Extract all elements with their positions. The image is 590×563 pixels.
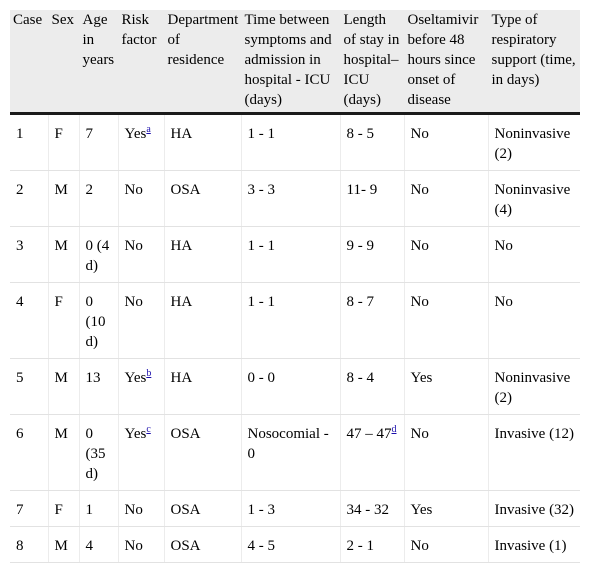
cell-text: 0 - 0 — [247, 370, 275, 386]
oseltamivir-cell — [404, 171, 488, 227]
cell-text: Noninvasive (2) — [494, 370, 571, 406]
cell-text: No — [124, 294, 143, 310]
cell-text: HA — [170, 238, 193, 254]
oseltamivir-cell — [404, 114, 488, 171]
cell-text: Yes — [124, 126, 147, 142]
department-cell — [164, 114, 241, 171]
cell-text: 8 — [16, 538, 24, 554]
case-cell — [10, 415, 48, 491]
department-cell — [164, 283, 241, 359]
table-row — [10, 415, 580, 491]
cell-text: 3 — [16, 238, 24, 254]
cell-text: OSA — [170, 538, 201, 554]
stay-cell — [340, 491, 404, 527]
risk-factor-cell — [118, 415, 164, 491]
time-cell — [241, 527, 340, 563]
cell-text: Noninvasive (2) — [494, 126, 571, 162]
age-cell — [79, 283, 118, 359]
cell-text: No — [410, 426, 429, 442]
cell-text: 34 - 32 — [346, 502, 389, 518]
cell-text: 5 — [16, 370, 24, 386]
cell-text: No — [494, 238, 513, 254]
oseltamivir-cell — [404, 359, 488, 415]
sex-cell — [48, 359, 79, 415]
case-cell — [10, 527, 48, 563]
age-cell — [79, 359, 118, 415]
cell-text: 6 — [16, 426, 24, 442]
cell-text: No — [410, 182, 429, 198]
department-cell — [164, 359, 241, 415]
cell-text: 8 - 5 — [346, 126, 374, 142]
sex-cell — [48, 171, 79, 227]
cell-text: M — [54, 538, 68, 554]
cell-text: M — [54, 370, 68, 386]
cell-text: 1 - 1 — [247, 238, 275, 254]
risk-factor-cell — [118, 114, 164, 171]
cell-text: 13 — [85, 370, 101, 386]
support-cell — [488, 171, 580, 227]
cell-text: 1 - 3 — [247, 502, 275, 518]
cell-text: No — [410, 238, 429, 254]
age-cell — [79, 527, 118, 563]
cell-text: No — [124, 538, 143, 554]
table-row — [10, 114, 580, 171]
oseltamivir-cell — [404, 227, 488, 283]
risk-factor-cell — [118, 171, 164, 227]
support-cell — [488, 491, 580, 527]
age-cell — [79, 171, 118, 227]
department-cell — [164, 491, 241, 527]
age-cell — [79, 227, 118, 283]
column-header: Type of respiratory support (time, in days) — [488, 10, 580, 114]
column-header: Risk factor — [118, 10, 164, 114]
footnote-marker — [392, 424, 397, 435]
stay-cell — [340, 227, 404, 283]
oseltamivir-cell — [404, 527, 488, 563]
cell-text: Noninvasive (4) — [494, 182, 571, 218]
sex-cell — [48, 415, 79, 491]
cell-text: 1 - 1 — [247, 126, 275, 142]
table-body — [10, 114, 580, 563]
footnote-marker — [146, 424, 150, 435]
time-cell — [241, 114, 340, 171]
table-row — [10, 283, 580, 359]
cell-text: F — [54, 294, 63, 310]
column-header: Oseltamivir before 48 hours since onset of disease — [404, 10, 488, 114]
cell-text: 0 (4 d) — [85, 238, 110, 274]
table-row — [10, 359, 580, 415]
risk-factor-cell — [118, 491, 164, 527]
cell-text: HA — [170, 294, 193, 310]
column-header: Case — [10, 10, 48, 114]
time-cell — [241, 171, 340, 227]
cell-text: Nosocomial - 0 — [247, 426, 329, 462]
cell-text: 11- 9 — [346, 182, 378, 198]
cell-text: M — [54, 238, 68, 254]
sex-cell — [48, 527, 79, 563]
department-cell — [164, 527, 241, 563]
cell-text: 1 — [85, 502, 93, 518]
cell-text: 4 — [85, 538, 93, 554]
cell-text: OSA — [170, 502, 201, 518]
patient-table — [10, 10, 580, 563]
cell-text: No — [124, 502, 143, 518]
case-cell — [10, 227, 48, 283]
cell-text: HA — [170, 126, 193, 142]
stay-cell — [340, 171, 404, 227]
column-header: Department of residence — [164, 10, 241, 114]
time-cell — [241, 359, 340, 415]
cell-text: 4 — [16, 294, 24, 310]
sex-cell — [48, 114, 79, 171]
case-cell — [10, 114, 48, 171]
cell-text: Invasive (12) — [494, 426, 575, 442]
stay-cell — [340, 114, 404, 171]
cell-text: No — [410, 294, 429, 310]
footnote-link[interactable]: a — [146, 124, 151, 135]
department-cell — [164, 171, 241, 227]
cell-text: 0 (35 d) — [85, 426, 106, 482]
cell-text: 8 - 7 — [346, 294, 374, 310]
cell-text: 0 (10 d) — [85, 294, 106, 350]
risk-factor-cell — [118, 227, 164, 283]
cell-text: 2 - 1 — [346, 538, 374, 554]
table-row — [10, 527, 580, 563]
cell-text: No — [124, 238, 143, 254]
oseltamivir-cell — [404, 415, 488, 491]
cell-text: 2 — [85, 182, 93, 198]
cell-text: Yes — [410, 502, 433, 518]
cell-text: No — [494, 294, 513, 310]
case-cell — [10, 283, 48, 359]
cell-text: No — [410, 538, 429, 554]
table-row — [10, 227, 580, 283]
stay-cell — [340, 527, 404, 563]
footnote-marker — [146, 368, 151, 379]
time-cell — [241, 415, 340, 491]
case-cell — [10, 359, 48, 415]
cell-text: 7 — [85, 126, 93, 142]
cell-text: 1 - 1 — [247, 294, 275, 310]
cell-text: 2 — [16, 182, 24, 198]
cell-text: 3 - 3 — [247, 182, 275, 198]
case-cell — [10, 491, 48, 527]
support-cell — [488, 114, 580, 171]
risk-factor-cell — [118, 527, 164, 563]
cell-text: F — [54, 126, 63, 142]
case-cell — [10, 171, 48, 227]
sex-cell — [48, 283, 79, 359]
cell-text: 1 — [16, 126, 24, 142]
cell-text: OSA — [170, 182, 201, 198]
cell-text: 8 - 4 — [346, 370, 374, 386]
cell-text: Yes — [124, 426, 147, 442]
table-header-row — [10, 10, 580, 114]
age-cell — [79, 491, 118, 527]
risk-factor-cell — [118, 283, 164, 359]
support-cell — [488, 227, 580, 283]
cell-text: HA — [170, 370, 193, 386]
cell-text: No — [410, 126, 429, 142]
column-header: Length of stay in hospital–ICU (days) — [340, 10, 404, 114]
support-cell — [488, 359, 580, 415]
cell-text: M — [54, 182, 68, 198]
cell-text: Invasive (1) — [494, 538, 567, 554]
footnote-link[interactable]: b — [146, 368, 152, 379]
time-cell — [241, 283, 340, 359]
column-header: Age in years — [79, 10, 118, 114]
stay-cell — [340, 415, 404, 491]
cell-text: Yes — [124, 370, 147, 386]
sex-cell — [48, 491, 79, 527]
table-row — [10, 171, 580, 227]
cell-text: M — [54, 426, 68, 442]
footnote-link[interactable]: d — [391, 424, 397, 435]
time-cell — [241, 491, 340, 527]
age-cell — [79, 415, 118, 491]
department-cell — [164, 415, 241, 491]
support-cell — [488, 415, 580, 491]
oseltamivir-cell — [404, 491, 488, 527]
sex-cell — [48, 227, 79, 283]
support-cell — [488, 283, 580, 359]
risk-factor-cell — [118, 359, 164, 415]
cell-text: Yes — [410, 370, 433, 386]
footnote-link[interactable]: c — [146, 424, 151, 435]
cell-text: 4 - 5 — [247, 538, 275, 554]
column-header: Time between symptoms and admission in hospital - ICU (days) — [241, 10, 340, 114]
cell-text: 47 – 47 — [346, 426, 392, 442]
oseltamivir-cell — [404, 283, 488, 359]
cell-text: No — [124, 182, 143, 198]
stay-cell — [340, 359, 404, 415]
time-cell — [241, 227, 340, 283]
column-header: Sex — [48, 10, 79, 114]
cell-text: 9 - 9 — [346, 238, 374, 254]
table-row — [10, 491, 580, 527]
age-cell — [79, 114, 118, 171]
cell-text: 7 — [16, 502, 24, 518]
cell-text: OSA — [170, 426, 201, 442]
stay-cell — [340, 283, 404, 359]
footnote-marker — [146, 124, 150, 135]
department-cell — [164, 227, 241, 283]
cell-text: Invasive (32) — [494, 502, 575, 518]
support-cell — [488, 527, 580, 563]
cell-text: F — [54, 502, 63, 518]
